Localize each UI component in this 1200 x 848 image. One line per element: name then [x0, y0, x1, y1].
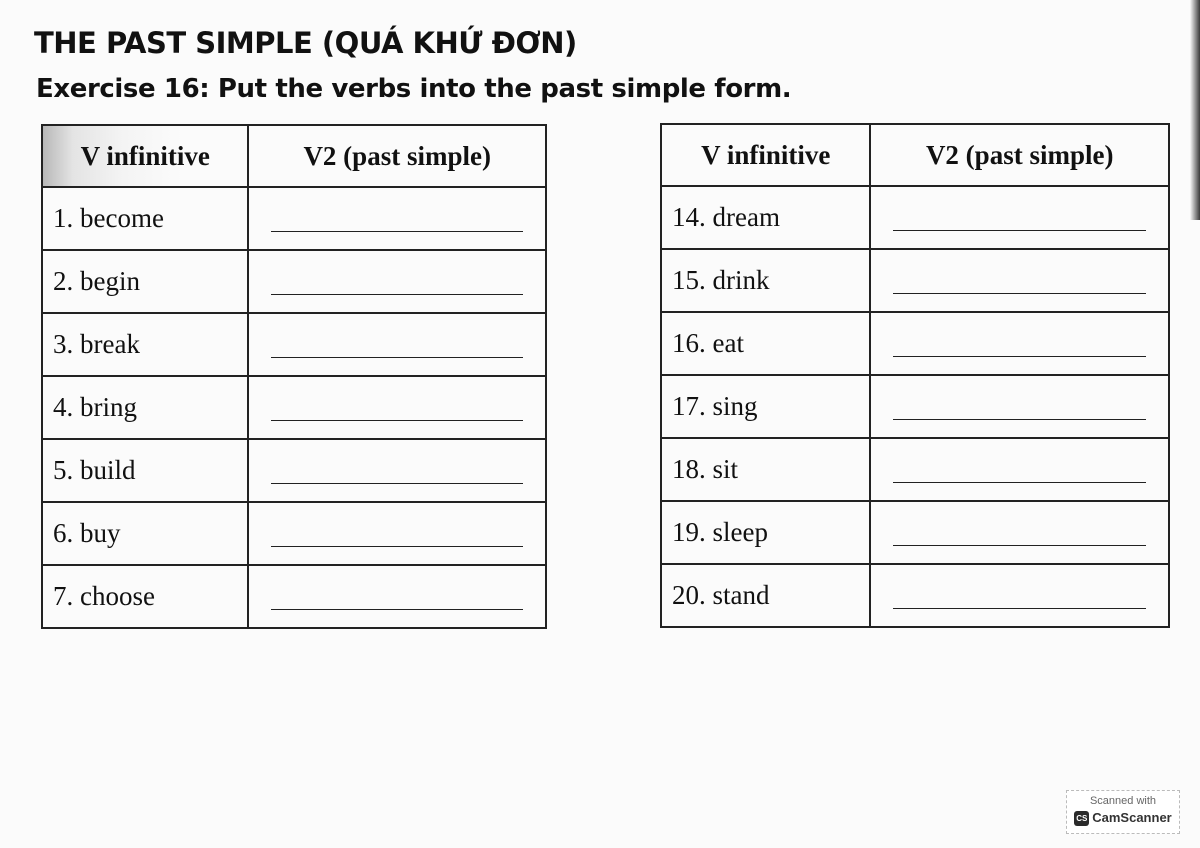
answer-cell[interactable]	[870, 564, 1169, 627]
verb-cell: 5. build	[42, 439, 248, 502]
verb-cell: 4. bring	[42, 376, 248, 439]
table-row	[42, 439, 546, 502]
answer-cell[interactable]	[870, 375, 1169, 438]
answer-blank[interactable]	[893, 356, 1146, 357]
exercise-instruction: Exercise 16: Put the verbs into the past simple form.	[36, 74, 792, 104]
table-row	[42, 250, 546, 313]
camscanner-logo-icon: CS	[1074, 811, 1089, 826]
answer-cell[interactable]	[248, 187, 546, 250]
header-v2-past-simple: V2 (past simple)	[870, 124, 1169, 186]
answer-blank[interactable]	[271, 609, 523, 610]
table-row	[42, 376, 546, 439]
scanned-with-label: Scanned with	[1089, 795, 1157, 807]
answer-blank[interactable]	[893, 482, 1146, 483]
page-edge-shadow	[1190, 0, 1200, 220]
answer-cell[interactable]	[870, 438, 1169, 501]
table-row	[42, 313, 546, 376]
verb-cell: 18. sit	[661, 438, 870, 501]
page-title: THE PAST SIMPLE (QUÁ KHỨ ĐƠN)	[34, 26, 577, 60]
verb-table-right	[660, 123, 1170, 628]
answer-blank[interactable]	[271, 294, 523, 295]
answer-blank[interactable]	[271, 420, 523, 421]
answer-cell[interactable]	[248, 313, 546, 376]
table-row	[42, 187, 546, 250]
table-row	[42, 502, 546, 565]
table-row	[661, 186, 1169, 249]
verb-cell: 20. stand	[661, 564, 870, 627]
camscanner-badge	[1066, 790, 1180, 834]
answer-cell[interactable]	[870, 249, 1169, 312]
verb-cell: 2. begin	[42, 250, 248, 313]
verb-cell: 3. break	[42, 313, 248, 376]
header-v-infinitive: V infinitive	[661, 124, 870, 186]
verb-cell: 15. drink	[661, 249, 870, 312]
table-row	[42, 565, 546, 628]
answer-cell[interactable]	[870, 186, 1169, 249]
answer-blank[interactable]	[893, 608, 1146, 609]
table-row	[661, 438, 1169, 501]
verb-cell: 7. choose	[42, 565, 248, 628]
verb-cell: 16. eat	[661, 312, 870, 375]
answer-cell[interactable]	[248, 565, 546, 628]
verb-cell: 1. become	[42, 187, 248, 250]
answer-blank[interactable]	[271, 546, 523, 547]
answer-blank[interactable]	[893, 545, 1146, 546]
answer-cell[interactable]	[248, 376, 546, 439]
verb-cell: 17. sing	[661, 375, 870, 438]
table-header-row	[661, 124, 1169, 186]
answer-cell[interactable]	[870, 312, 1169, 375]
table-row	[661, 564, 1169, 627]
camscanner-brand	[1067, 810, 1179, 826]
header-v-infinitive: V infinitive	[42, 125, 248, 187]
answer-blank[interactable]	[893, 419, 1146, 420]
answer-blank[interactable]	[271, 483, 523, 484]
answer-blank[interactable]	[271, 357, 523, 358]
header-v2-past-simple: V2 (past simple)	[248, 125, 546, 187]
answer-blank[interactable]	[893, 230, 1146, 231]
table-row	[661, 312, 1169, 375]
answer-cell[interactable]	[248, 439, 546, 502]
verb-cell: 14. dream	[661, 186, 870, 249]
table-row	[661, 375, 1169, 438]
table-row	[661, 249, 1169, 312]
answer-blank[interactable]	[271, 231, 523, 232]
camscanner-label: CamScanner	[1092, 810, 1172, 825]
answer-cell[interactable]	[870, 501, 1169, 564]
table-header-row	[42, 125, 546, 187]
verb-cell: 19. sleep	[661, 501, 870, 564]
answer-blank[interactable]	[893, 293, 1146, 294]
answer-cell[interactable]	[248, 250, 546, 313]
verb-cell: 6. buy	[42, 502, 248, 565]
verb-table-left	[41, 124, 547, 629]
table-row	[661, 501, 1169, 564]
answer-cell[interactable]	[248, 502, 546, 565]
